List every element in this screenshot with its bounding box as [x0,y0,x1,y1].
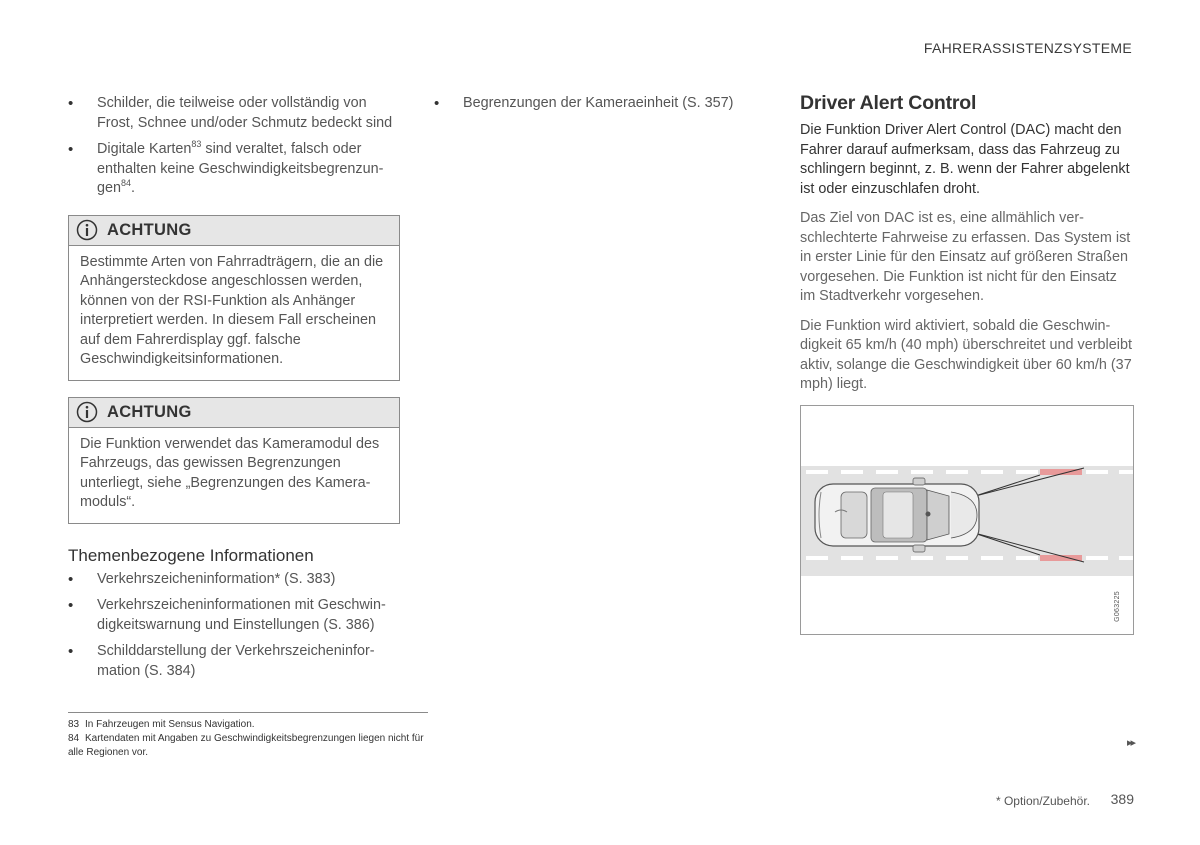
column-right [800,94,1134,635]
related-info-list [68,570,400,682]
caution-header [69,398,399,428]
footnote-84: 84 Kartendaten mit Angaben zu Geschwindigkeitsbegrenzungen liegen nicht für alle Regionen vor. [68,733,424,758]
related-link[interactable]: • Schilddarstellung der Verkehrszeicheninformation (S. 384) [68,642,400,681]
info-circle-icon [75,218,99,242]
column-left [68,94,400,688]
body-paragraph: Die Funktion wird aktiviert, sobald die Geschwindigkeit 65 km/h (40 mph) überschreitet und verbleibt aktiv, solange die Geschwindigkeit über 60 km/h (37 mph) liegt. [800,317,1132,392]
caution-box-camera [68,397,400,524]
figure-code: G063225 [1114,590,1121,622]
double-arrow-right-icon[interactable]: ▸▸ [1126,737,1134,749]
related-link[interactable]: • Verkehrszeicheninformation* (S. 383) [68,570,400,590]
info-circle-icon [75,400,99,424]
list-item: • Schilder, die teilweise oder vollständig von Frost, Schnee und/oder Schmutz bedeckt sind [68,94,400,133]
caution-box-bike-carrier [68,215,400,381]
caution-text: Die Funktion verwendet das Kameramodul des Fahrzeugs, das gewissen Begrenzungen unterliegt, siehe „Begrenzungen des Kameramoduls“. [80,435,380,510]
condition-list [68,94,400,199]
footnote-ref-84[interactable]: 84 [121,178,132,189]
list-item: • Digitale Karten$^{83}$ sind veraltet, falsch oder enthalten keine Geschwindigkeitsbegrenzungen$^{84}$. [68,140,400,199]
caution-title: ACHTUNG [107,220,192,239]
caution-title: ACHTUNG [107,402,192,421]
dac-illustration [800,405,1134,635]
related-info-title: Themenbezogene Informationen [68,545,314,565]
caution-text: Bestimmte Arten von Fahrradträgern, die an die Anhängersteckdose angeschlossen werden, können von der RSI-Funktion als Anhänger interpretiert werden. In diesem Fall erscheinen auf dem Fahrerdisplay ggf. falsche Geschwindigkeitsinformationen. [80,253,384,367]
page-number: 389 [1110,791,1134,807]
column-middle [434,94,764,121]
intro-paragraph: Die Funktion Driver Alert Control (DAC) macht den Fahrer darauf aufmerksam, dass das Fahrzeug zu schlingern beginnt, z. B. wenn der Fahrer abgelenkt ist oder einzuschlafen droht. [800,122,1130,197]
related-link[interactable]: • Verkehrszeicheninformationen mit Geschwindigkeitswarnung und Einstellungen (S. 386) [68,596,400,635]
section-header: FAHRERASSISTENZSYSTEME [923,40,1132,56]
limitation-list [434,94,764,114]
footnote-ref-83[interactable]: 83 [191,139,202,150]
body-paragraph: Das Ziel von DAC ist es, eine allmählich verschlechterte Fahrweise zu erfassen. Das System ist in erster Linie für den Einsatz auf größeren Straßen vorgesehen. Die Funktion ist nicht für den Einsatz im Stadtverkehr vorgesehen. [800,210,1131,304]
footnote-83: 83 In Fahrzeugen mit Sensus Navigation. [68,719,255,730]
page-title: Driver Alert Control [800,92,977,114]
footnotes [68,712,428,760]
list-item[interactable]: • Begrenzungen der Kameraeinheit (S. 357) [434,94,764,114]
caution-header [69,216,399,246]
car-lane-diagram [801,406,1133,634]
car-top-view [815,478,979,552]
option-note: * Option/Zubehör. [995,794,1090,808]
